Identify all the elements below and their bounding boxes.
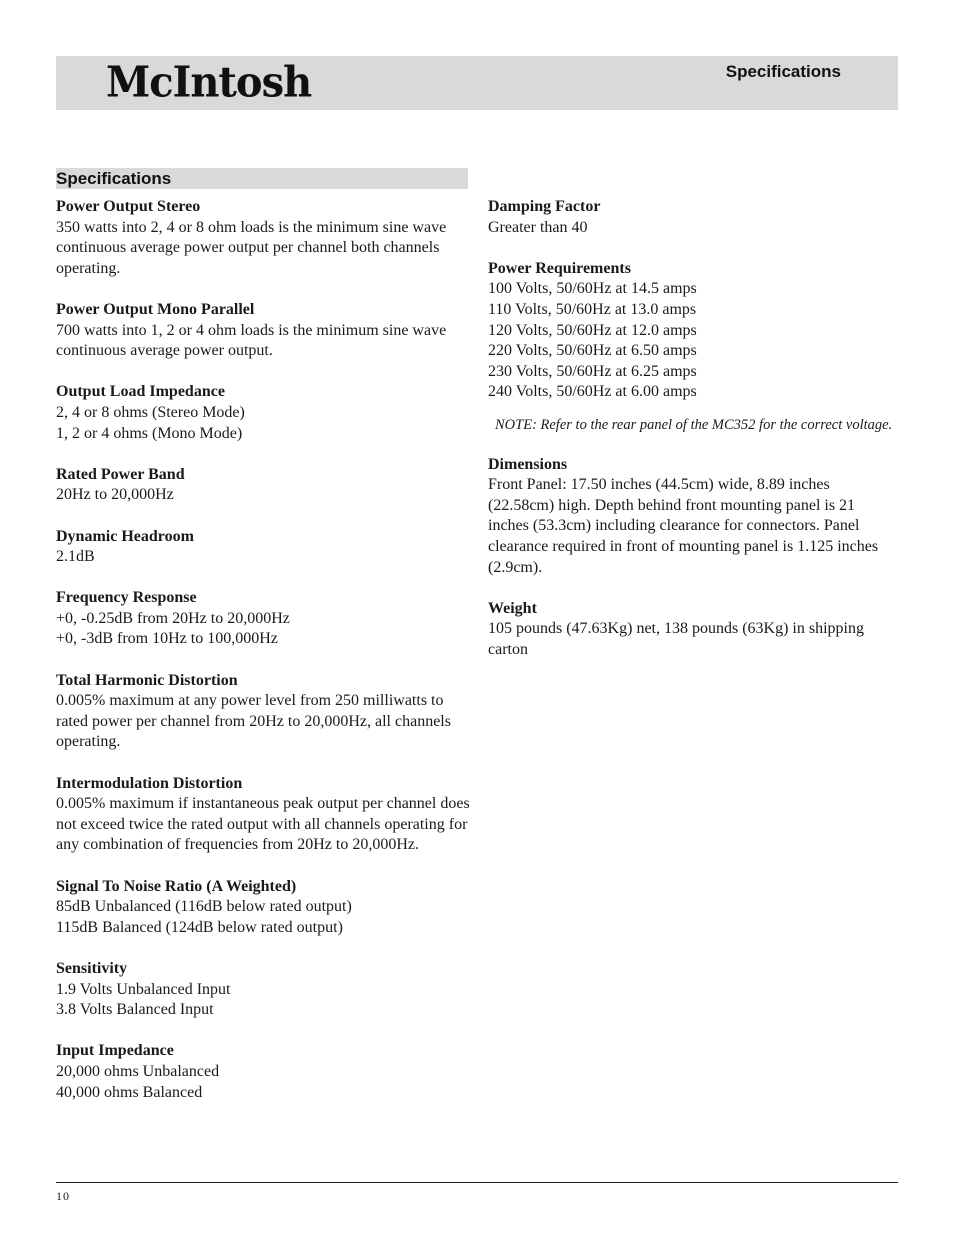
spec-title: Frequency Response	[56, 589, 197, 607]
spec-value: Front Panel: 17.50 inches (44.5cm) wide, 8.89 inches (22.58cm) high. Depth behind front mounting panel is 21 inches (53.3cm) including clearance for connectors. Panel clearance required in front of mounting panel is 1.125 inches (2.9cm).	[488, 476, 879, 576]
right-spec-column	[488, 197, 898, 681]
header-title: Specifications	[725, 62, 841, 81]
spec-title: Output Load Impedance	[56, 383, 225, 401]
spec-value: 240 Volts, 50/60Hz at 6.00 amps	[488, 383, 697, 401]
spec-value: 350 watts into 2, 4 or 8 ohm loads is the minimum sine wave continuous average power output per channel both channels operating.	[56, 218, 447, 277]
spec-value: 230 Volts, 50/60Hz at 6.25 amps	[488, 362, 697, 380]
spec-value: 0.005% maximum if instantaneous peak output per channel does not exceed twice the rated output with all channels operating for any combination of frequencies from 20Hz to 20,000Hz.	[56, 795, 470, 854]
spec-value: 1, 2 or 4 ohms (Mono Mode)	[56, 424, 243, 442]
spec-block	[488, 455, 898, 579]
spec-title: Power Requirements	[488, 259, 631, 277]
footer-rule	[56, 1182, 898, 1183]
spec-value: Greater than 40	[488, 218, 588, 236]
spec-block	[56, 959, 471, 1021]
spec-title: Signal To Noise Ratio (A Weighted)	[56, 877, 297, 895]
spec-title: Weight	[488, 599, 537, 617]
spec-block	[56, 300, 471, 362]
spec-value: +0, -0.25dB from 20Hz to 20,000Hz	[56, 609, 290, 627]
spec-value: 20,000 ohms Unbalanced	[56, 1062, 220, 1080]
spec-title: Power Output Stereo	[56, 198, 201, 215]
page-number: 10	[56, 1189, 70, 1203]
spec-title: Intermodulation Distortion	[56, 774, 243, 792]
left-spec-column	[56, 197, 471, 1124]
spec-title: Power Output Mono Parallel	[56, 300, 255, 318]
spec-value: 2.1dB	[56, 548, 95, 566]
spec-value: 1.9 Volts Unbalanced Input	[56, 980, 231, 998]
spec-title: Dynamic Headroom	[56, 527, 194, 545]
spec-title: Total Harmonic Distortion	[56, 671, 238, 689]
spec-value: 115dB Balanced (124dB below rated output)	[56, 918, 343, 936]
spec-block	[56, 671, 471, 753]
spec-value: 110 Volts, 50/60Hz at 13.0 amps	[488, 300, 697, 318]
spec-title: Input Impedance	[56, 1042, 174, 1060]
spec-block	[56, 465, 471, 506]
section-title: Specifications	[56, 169, 172, 188]
spec-value: +0, -3dB from 10Hz to 100,000Hz	[56, 630, 278, 648]
spec-block	[56, 382, 471, 444]
spec-title: Rated Power Band	[56, 465, 185, 483]
section-heading-bar	[56, 168, 468, 189]
spec-value: 20Hz to 20,000Hz	[56, 486, 174, 504]
spec-value: 3.8 Volts Balanced Input	[56, 1001, 214, 1019]
brand-logo: McIntosh	[106, 57, 312, 108]
spec-value: 105 pounds (47.63Kg) net, 138 pounds (63Kg) in shipping carton	[488, 620, 864, 658]
spec-value: 700 watts into 1, 2 or 4 ohm loads is the minimum sine wave continuous average power output.	[56, 321, 447, 360]
spec-title: Damping Factor	[488, 198, 601, 215]
spec-block	[56, 588, 471, 650]
spec-value: 120 Volts, 50/60Hz at 12.0 amps	[488, 321, 697, 339]
spec-value: 100 Volts, 50/60Hz at 14.5 amps	[488, 280, 697, 298]
spec-block	[56, 527, 471, 568]
spec-block	[56, 774, 471, 856]
spec-value: 2, 4 or 8 ohms (Stereo Mode)	[56, 403, 245, 421]
spec-block	[488, 259, 898, 403]
spec-title: Dimensions	[488, 455, 568, 473]
header-bar	[56, 56, 898, 110]
spec-block	[56, 877, 471, 939]
spec-block	[56, 1041, 471, 1103]
spec-value: 220 Volts, 50/60Hz at 6.50 amps	[488, 342, 697, 360]
spec-note: NOTE: Refer to the rear panel of the MC352 for the correct voltage.	[495, 416, 893, 433]
spec-value: 85dB Unbalanced (116dB below rated output)	[56, 898, 352, 916]
spec-value: 0.005% maximum at any power level from 250 milliwatts to rated power per channel from 20Hz to 20,000Hz, all channels operating.	[56, 692, 451, 751]
spec-block	[488, 599, 898, 661]
spec-block	[488, 197, 898, 238]
spec-block	[56, 197, 471, 279]
spec-value: 40,000 ohms Balanced	[56, 1083, 203, 1101]
spec-title: Sensitivity	[56, 959, 128, 977]
